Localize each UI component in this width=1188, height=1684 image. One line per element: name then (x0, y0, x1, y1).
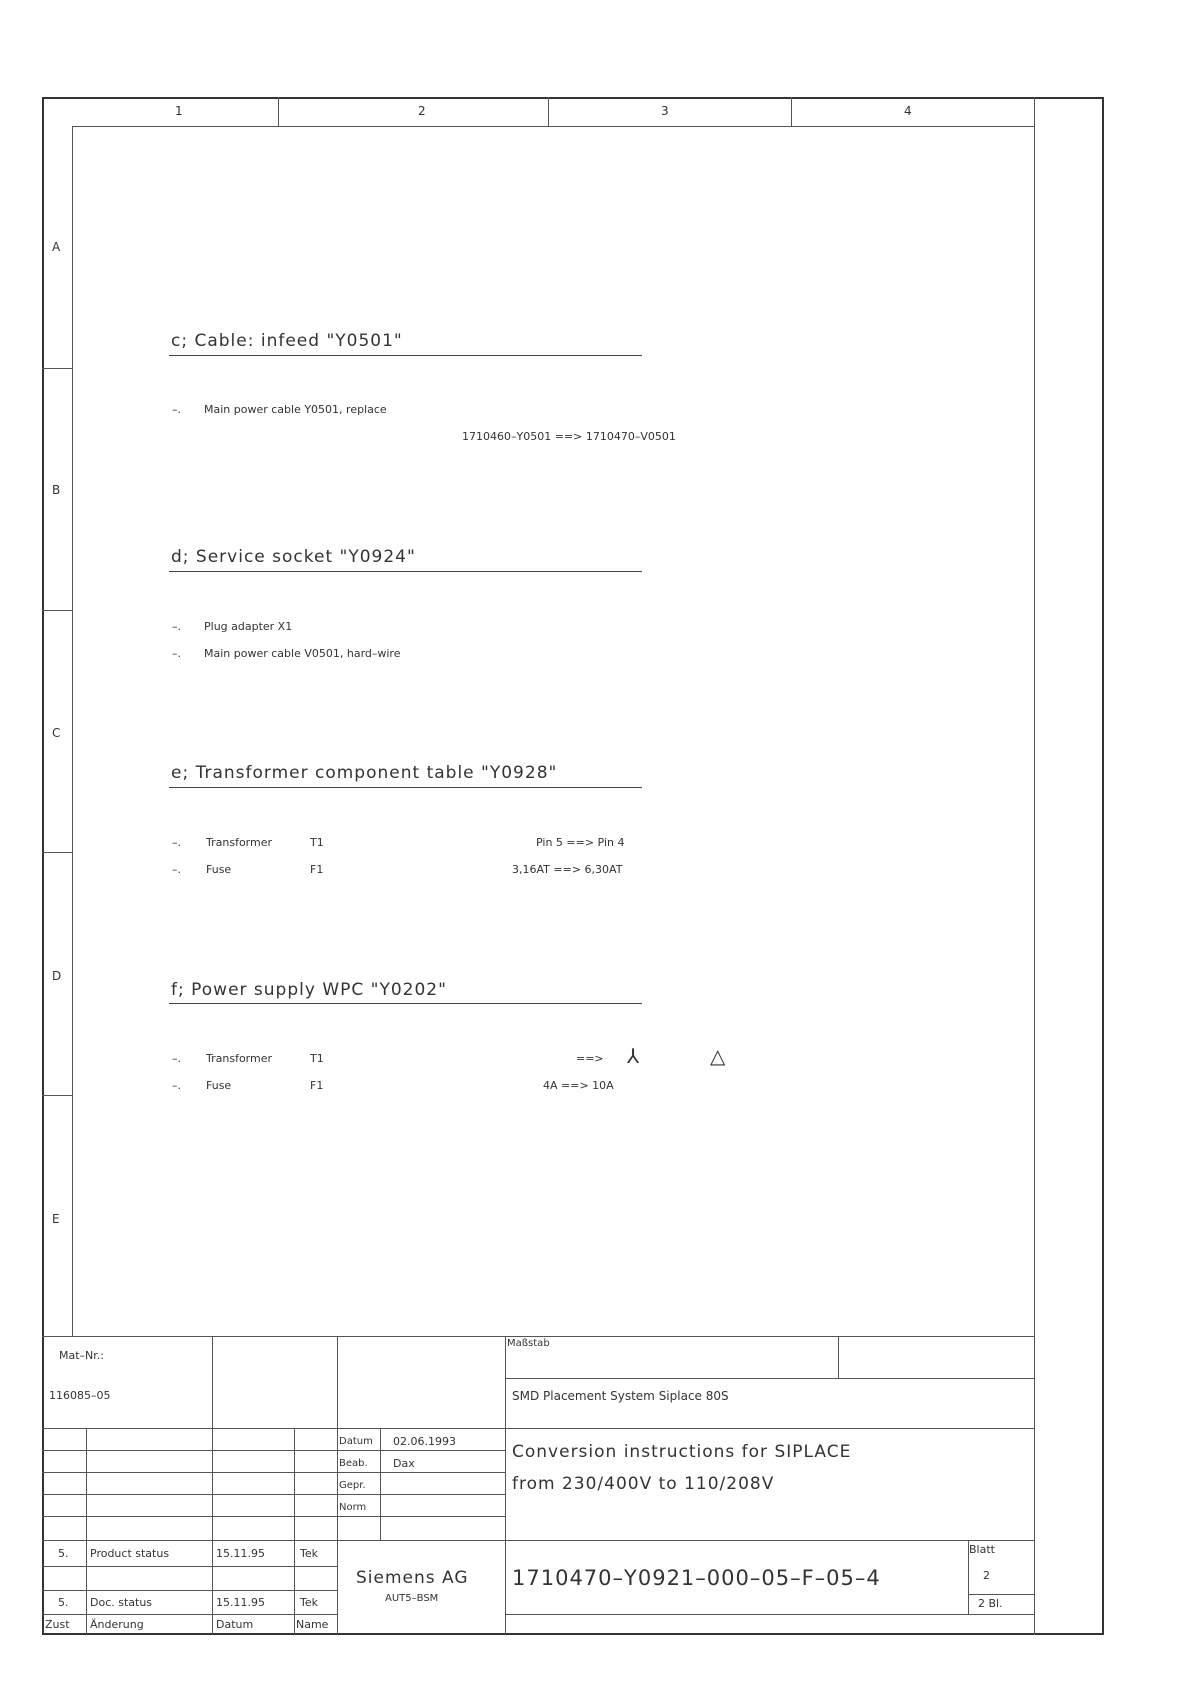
mat-nr-value: 116085–05 (49, 1389, 111, 1402)
section-e-ref: F1 (310, 863, 324, 876)
section-d-heading: d; Service socket "Y0924" (171, 547, 416, 567)
section-e-bullet: –. (172, 863, 181, 876)
blatt-label: Blatt (969, 1543, 995, 1556)
section-c-bullet: –. (172, 403, 181, 416)
row-label: E (52, 1212, 60, 1226)
row-label: A (52, 240, 61, 254)
section-f-heading: f; Power supply WPC "Y0202" (171, 980, 447, 1000)
section-f-bullet: –. (172, 1079, 181, 1092)
section-d-item: Plug adapter X1 (204, 620, 293, 633)
rev-aenderung: Doc. status (90, 1596, 153, 1609)
section-c-heading: c; Cable: infeed "Y0501" (171, 331, 403, 351)
section-f-name: Transformer (206, 1052, 273, 1065)
rev-zust: 5. (58, 1596, 69, 1609)
footer-aenderung: Änderung (90, 1618, 144, 1631)
row-label: B (52, 483, 61, 497)
mat-nr-label: Mat–Nr.: (59, 1349, 104, 1362)
section-e-bullet: –. (172, 836, 181, 849)
drawing-number: 1710470–Y0921–000–05–F–05–4 (512, 1566, 881, 1590)
section-d-item: Main power cable V0501, hard–wire (204, 647, 401, 660)
section-c-conversion: 1710460–Y0501 ==> 1710470–V0501 (462, 430, 676, 443)
section-f-bullet: –. (172, 1052, 181, 1065)
rev-name: Tek (300, 1547, 318, 1560)
title-line-1: Conversion instructions for SIPLACE (512, 1442, 852, 1462)
company-name: Siemens AG (356, 1568, 469, 1588)
footer-datum: Datum (216, 1618, 254, 1631)
column-label: 4 (904, 104, 912, 118)
section-e-change: Pin 5 ==> Pin 4 (536, 836, 625, 849)
title-line-2: from 230/400V to 110/208V (512, 1474, 775, 1494)
column-label: 3 (661, 104, 669, 118)
section-e-ref: T1 (310, 836, 324, 849)
gepr-label: Gepr. (339, 1480, 366, 1491)
datum-value: 02.06.1993 (393, 1435, 456, 1448)
footer-name: Name (296, 1618, 329, 1631)
section-f-change: 4A ==> 10A (543, 1079, 614, 1092)
section-d-bullet: –. (172, 647, 181, 660)
section-e-change: 3,16AT ==> 6,30AT (512, 863, 623, 876)
section-e-name: Fuse (206, 863, 232, 876)
section-e-heading: e; Transformer component table "Y0928" (171, 763, 558, 783)
rev-zust: 5. (58, 1547, 69, 1560)
column-label: 2 (418, 104, 426, 118)
section-d-bullet: –. (172, 620, 181, 633)
column-label: 1 (175, 104, 183, 118)
section-f-name: Fuse (206, 1079, 232, 1092)
blatt-value: 2 (983, 1569, 990, 1582)
wye-connection-icon: ⅄ (627, 1044, 640, 1068)
blatt-total: 2 Bl. (978, 1597, 1003, 1610)
delta-connection-icon: △ (710, 1044, 726, 1068)
department: AUT5–BSM (385, 1593, 439, 1604)
row-label: D (52, 969, 62, 983)
rev-name: Tek (300, 1596, 318, 1609)
beab-label: Beab. (339, 1458, 368, 1469)
footer-zust: Zust (45, 1618, 70, 1631)
norm-label: Norm (339, 1502, 367, 1513)
section-e-name: Transformer (206, 836, 273, 849)
rev-datum: 15.11.95 (216, 1547, 265, 1560)
rev-datum: 15.11.95 (216, 1596, 265, 1609)
row-label: C (52, 726, 61, 740)
rev-aenderung: Product status (90, 1547, 170, 1560)
section-f-ref: T1 (310, 1052, 324, 1065)
system-name: SMD Placement System Siplace 80S (512, 1389, 729, 1403)
massstab-label: Maßstab (507, 1338, 550, 1349)
beab-value: Dax (393, 1457, 415, 1470)
datum-label: Datum (339, 1436, 373, 1447)
section-f-ref: F1 (310, 1079, 324, 1092)
section-f-change: ==> (576, 1052, 604, 1065)
section-c-item: Main power cable Y0501, replace (204, 403, 387, 416)
